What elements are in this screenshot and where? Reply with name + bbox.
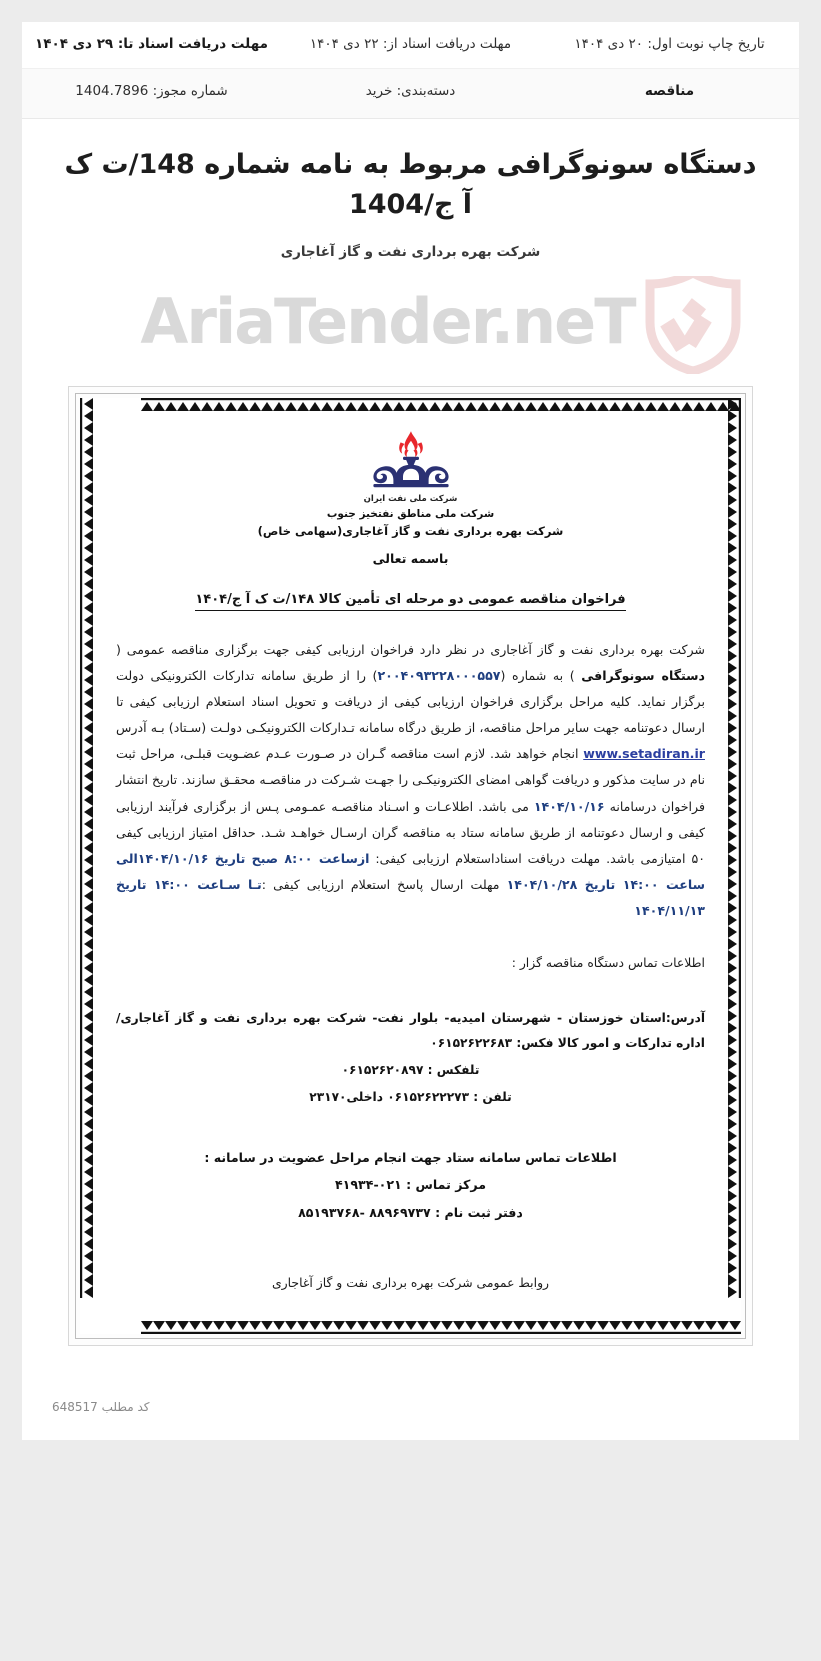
qualification-window-1: ازساعت ۸:۰۰ صبح تاریخ ۱۴۰۴/۱۰/۱۶الی ساعت ۱۴:۰۰ تاریخ ۱۴۰۴/۱۰/۲۸ (116, 851, 706, 893)
tender-subject-bold: دستگاه سونوگرافی (581, 667, 706, 683)
organizer-telefax: تلفکس : ۰۶۱۵۲۶۲۰۸۹۷ (341, 1062, 480, 1077)
para-segment-5: می باشد. اطلاعـات و اسـناد مناقصـه عمـومی پـس از برگزاری فرآیند ارزیابی کیفی و ارسال دعوتنامه از طریق سامانه ستاد به مناقصه گران ارسـال خواهـد شـد. حداقل امتیاز ارزیابی کیفی ۵۰ امتیازمی باشد. مهلت دریافت اسناداستعلام ارزیابی کیفی: (116, 798, 706, 866)
setad-contact-heading: اطلاعات تماس سامانه ستاد جهت انجام مراحل عضویت در سامانه : (204, 1149, 617, 1165)
watermark-text: AriaTender.neT (140, 284, 635, 358)
zigzag-border-left-icon (80, 398, 93, 1298)
meta-docs-from: مهلت دریافت اسناد از: ۲۲ دی ۱۴۰۴ (309, 36, 512, 52)
decorative-zigzag-frame (80, 398, 741, 1334)
org-name-nioc: شرکت ملی نفت ایران (363, 493, 458, 504)
zigzag-border-top-icon (141, 398, 741, 411)
contact-section-heading: اطلاعات تماس دستگاه مناقصه گزار : (511, 954, 705, 970)
meta-print-date: تاریخ چاپ نوبت اول: ۲۰ دی ۱۴۰۴ (574, 36, 765, 52)
scan-outer-border (68, 386, 753, 1346)
setadiran-link[interactable]: www.setadiran.ir (583, 746, 705, 762)
setad-contact-block (116, 1144, 705, 1227)
zigzag-border-right-icon (728, 398, 741, 1298)
para-segment-1: شرکت بهره برداری نفت و گاز آغاجاری در نظر دارد فراخوان ارزیابی کیفی جهت برگزاری مناقصه عمومی ( (116, 641, 705, 657)
para-segment-2: ) به شماره ( (500, 667, 582, 683)
watermark (22, 276, 799, 386)
page-root (0, 22, 821, 1440)
shield-logo-icon (645, 276, 741, 374)
tender-body-paragraph (116, 637, 705, 925)
besmeh-taala: باسمه تعالی (372, 550, 449, 566)
meta-row-dates (22, 22, 799, 68)
scanned-document-wrapper (22, 386, 799, 1386)
organizer-phone: تلفن : ۰۶۱۵۲۶۲۲۲۷۳ داخلی۲۳۱۷۰ (309, 1089, 512, 1104)
para-segment-4: انجام خواهد شد. لازم است مناقصه گـران در صـورت عـدم عضـویت قبلـی، مراحل ثبت نام در سایت مذکور و دریافت گواهی امضای الکترونیکـی را جهـت شـرکت در مناقصـه محقـق سازند. تاریخ انتشار فراخوان درسامانه (116, 746, 705, 814)
meta-type-badge: مناقصه (644, 83, 695, 100)
nioc-flame-emblem-icon (362, 428, 460, 492)
qualification-window-2: تـا سـاعت ۱۴:۰۰ تاریخ ۱۴۰۴/۱۱/۱۳ (116, 877, 705, 919)
meta-category: دسته‌بندی: خرید (365, 83, 456, 100)
para-segment-3: ) را از طریق سامانه تدارکات الکترونیکی دولت برگزار نماید. کلیه مراحل برگزاری فراخوان ارزیابی کیفی از دریافت و تحویل اسناد استعلام ارزیابی کیفی تا ارسال دعوتنامه جهت سایر مراحل مناقصه، از طریق درگاه سامانه تـدارکات الکترونیکـی دولـت (سـتاد) بـه آدرس (116, 667, 705, 736)
scan-inner-border (75, 393, 746, 1339)
org-name-south-oil: شرکت ملی مناطق نفتخیز جنوب (326, 507, 495, 520)
tender-announcement-heading (110, 592, 711, 607)
page-subtitle: شرکت بهره برداری نفت و گاز آغاجاری (280, 243, 541, 260)
tender-meta-card (22, 22, 799, 119)
org-name-aghajari: شرکت بهره برداری نفت و گاز آغاجاری(سهامی خاص) (257, 523, 564, 538)
content-code: کد مطلب 648517 (52, 1399, 150, 1414)
setad-call-center: مرکز تماس : ۰۲۱-۴۱۹۳۴ (335, 1177, 486, 1193)
meta-permit-number: شماره مجوز: 1404.7896 (75, 83, 228, 100)
page-title: دستگاه سونوگرافی مربوط به نامه شماره 148/ت ک آ ج/1404 (64, 148, 757, 220)
meta-docs-until: مهلت دریافت اسناد تا: ۲۹ دی ۱۴۰۴ (35, 36, 268, 52)
tender-number-value: ۲۰۰۴۰۹۳۲۲۸۰۰۰۵۵۷ (377, 667, 501, 683)
nioc-logo-block (110, 428, 711, 538)
meta-row-classification (22, 68, 799, 117)
content-code-bar (22, 1386, 799, 1440)
zigzag-border-bottom-icon (141, 1321, 741, 1334)
organizer-address: آدرس:استان خوزستان - شهرستان امیدیه- بلوار نفت- شرکت بهره برداری نفت و گاز آغاجاری/اداره تدارکات و امور کالا فکس: ۰۶۱۵۲۶۲۲۶۸۳ (116, 1010, 705, 1050)
tender-title-card (22, 119, 799, 276)
tender-announcement-heading-text: فراخوان مناقصه عمومی دو مرحله ای تأمین کالا ۱۴۸/ت ک آ ج/۱۴۰۴ (195, 592, 625, 611)
public-relations-footer: روابط عمومی شرکت بهره برداری نفت و گاز آغاجاری (271, 1274, 550, 1290)
setad-register-office: دفتر ثبت نام : ۸۸۹۶۹۷۳۷ -۸۵۱۹۳۷۶۸ (298, 1205, 523, 1221)
para-segment-6: مهلت ارسال پاسخ استعلام ارزیابی کیفی : (261, 877, 507, 893)
publish-date-value: ۱۴۰۴/۱۰/۱۶ (533, 798, 605, 814)
